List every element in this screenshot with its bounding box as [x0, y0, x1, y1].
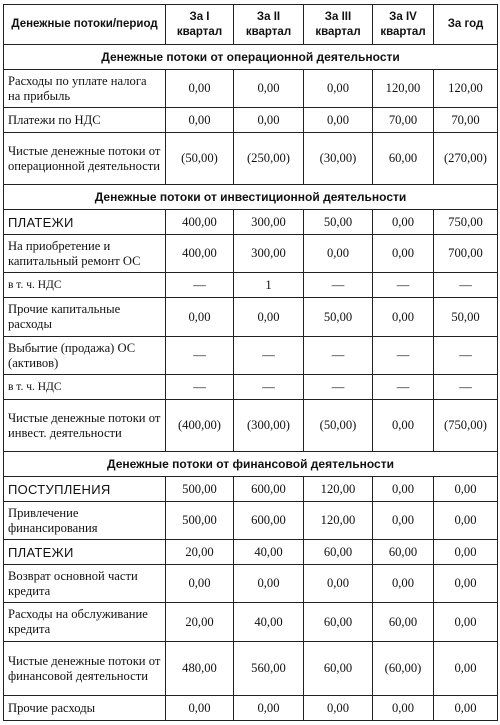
cell-q4: 0,00 — [373, 235, 434, 273]
cell-q4: 0,00 — [373, 298, 434, 337]
header-q4: За IV квартал — [373, 5, 434, 45]
cell-q1: 0,00 — [166, 70, 234, 108]
cell-q1: 0,00 — [166, 298, 234, 337]
row-label: Чистые денежные потоки от операционной деятельности — [4, 133, 166, 185]
row-label: Выбытие (продажа) ОС (активов) — [4, 337, 166, 375]
cell-q1: 400,00 — [166, 235, 234, 273]
cell-q4: 70,00 — [373, 108, 434, 133]
cell-q2: 0,00 — [234, 696, 304, 721]
cell-q3: (30,00) — [304, 133, 373, 185]
cell-q1: 20,00 — [166, 540, 234, 565]
cell-q1: — — [166, 337, 234, 375]
cell-q1: — — [166, 273, 234, 298]
cell-year: 0,00 — [434, 540, 498, 565]
row-label: На приобретение и капитальный ремонт ОС — [4, 235, 166, 273]
section-operating-title: Денежные потоки от операционной деятельности — [4, 45, 498, 70]
cell-year: 0,00 — [434, 603, 498, 642]
cell-year: (270,00) — [434, 133, 498, 185]
cell-q1: 0,00 — [166, 565, 234, 603]
cell-q2: 40,00 — [234, 540, 304, 565]
cell-q2: (250,00) — [234, 133, 304, 185]
cell-q3: 0,00 — [304, 70, 373, 108]
row-label: Чистые денежные потоки от финансовой деятельности — [4, 642, 166, 696]
cell-q1: 400,00 — [166, 210, 234, 235]
cell-q3: 0,00 — [304, 235, 373, 273]
table-row — [4, 502, 498, 540]
header-period: Денежные потоки/период — [4, 5, 166, 45]
cell-q1: (400,00) — [166, 400, 234, 452]
cell-q2: 600,00 — [234, 477, 304, 502]
cell-q1: 500,00 — [166, 502, 234, 540]
cell-q2: 0,00 — [234, 70, 304, 108]
cell-q3: 50,00 — [304, 298, 373, 337]
cell-q4: 0,00 — [373, 696, 434, 721]
cell-q1: 0,00 — [166, 108, 234, 133]
cell-q4: (60,00) — [373, 642, 434, 696]
cell-q2: 0,00 — [234, 298, 304, 337]
cell-q1: 500,00 — [166, 477, 234, 502]
row-label: в т. ч. НДС — [4, 375, 166, 400]
section-financing-title: Денежные потоки от финансовой деятельности — [4, 452, 498, 477]
cell-q4: — — [373, 375, 434, 400]
table-row — [4, 477, 498, 502]
header-q2: За II квартал — [234, 5, 304, 45]
cell-q3: 50,00 — [304, 210, 373, 235]
cell-q3: 120,00 — [304, 502, 373, 540]
table-row — [4, 540, 498, 565]
cell-q2: 300,00 — [234, 210, 304, 235]
cell-year: 750,00 — [434, 210, 498, 235]
table-row — [4, 400, 498, 452]
row-label: Чистые денежные потоки от инвест. деятельности — [4, 400, 166, 452]
cell-q4: 0,00 — [373, 477, 434, 502]
cell-q2: 600,00 — [234, 502, 304, 540]
cell-year: 0,00 — [434, 502, 498, 540]
table-row — [4, 375, 498, 400]
header-q1: За I квартал — [166, 5, 234, 45]
cell-q4: 0,00 — [373, 400, 434, 452]
cell-year: 0,00 — [434, 696, 498, 721]
cell-q2: — — [234, 337, 304, 375]
row-label: ПЛАТЕЖИ — [4, 540, 166, 565]
cell-year: — — [434, 375, 498, 400]
table-row — [4, 273, 498, 298]
table-row — [4, 337, 498, 375]
row-label: ПОСТУПЛЕНИЯ — [4, 477, 166, 502]
cell-q4: 0,00 — [373, 210, 434, 235]
cell-q4: 60,00 — [373, 540, 434, 565]
row-label: Прочие расходы — [4, 696, 166, 721]
cell-q4: 0,00 — [373, 502, 434, 540]
cell-q3: — — [304, 273, 373, 298]
row-label: Возврат основной части кредита — [4, 565, 166, 603]
cell-q4: 120,00 — [373, 70, 434, 108]
cell-q3: 0,00 — [304, 565, 373, 603]
cell-q2: 0,00 — [234, 108, 304, 133]
cell-q4: 60,00 — [373, 603, 434, 642]
cell-q3: 0,00 — [304, 108, 373, 133]
cell-q4: — — [373, 273, 434, 298]
table-header-row — [4, 5, 498, 45]
section-row — [4, 45, 498, 70]
cell-q3: 0,00 — [304, 696, 373, 721]
section-row — [4, 185, 498, 210]
cell-year: 70,00 — [434, 108, 498, 133]
header-q3: За III квартал — [304, 5, 373, 45]
cell-year: 50,00 — [434, 298, 498, 337]
table-row — [4, 70, 498, 108]
cell-q3: 60,00 — [304, 642, 373, 696]
cell-year: — — [434, 337, 498, 375]
table-row — [4, 210, 498, 235]
cell-q2: 300,00 — [234, 235, 304, 273]
section-row — [4, 452, 498, 477]
cell-q2: — — [234, 375, 304, 400]
cell-year: 0,00 — [434, 477, 498, 502]
table-row — [4, 642, 498, 696]
cell-q4: 0,00 — [373, 565, 434, 603]
cell-q2: 560,00 — [234, 642, 304, 696]
table-row — [4, 108, 498, 133]
table-row — [4, 235, 498, 273]
row-label: в т. ч. НДС — [4, 273, 166, 298]
cell-q2: 40,00 — [234, 603, 304, 642]
cell-q3: — — [304, 337, 373, 375]
cell-q1: — — [166, 375, 234, 400]
cell-year: 0,00 — [434, 565, 498, 603]
row-label: Расходы на обслуживание кредита — [4, 603, 166, 642]
cash-flow-table — [3, 4, 498, 721]
cell-q1: (50,00) — [166, 133, 234, 185]
header-year: За год — [434, 5, 498, 45]
cell-year: 700,00 — [434, 235, 498, 273]
cell-q3: 60,00 — [304, 540, 373, 565]
table-row — [4, 298, 498, 337]
cell-q1: 480,00 — [166, 642, 234, 696]
cell-q1: 0,00 — [166, 696, 234, 721]
row-label: Прочие капитальные расходы — [4, 298, 166, 337]
cell-year: 0,00 — [434, 642, 498, 696]
table-row — [4, 603, 498, 642]
cell-q1: 20,00 — [166, 603, 234, 642]
cell-year: — — [434, 273, 498, 298]
cell-q3: 120,00 — [304, 477, 373, 502]
cell-q4: — — [373, 337, 434, 375]
row-label: Платежи по НДС — [4, 108, 166, 133]
cell-year: 120,00 — [434, 70, 498, 108]
cell-q2: 1 — [234, 273, 304, 298]
row-label: Расходы по уплате налога на прибыль — [4, 70, 166, 108]
table-row — [4, 133, 498, 185]
cell-q2: 0,00 — [234, 565, 304, 603]
table-row — [4, 696, 498, 721]
cell-q3: (50,00) — [304, 400, 373, 452]
section-investing-title: Денежные потоки от инвестиционной деятельности — [4, 185, 498, 210]
row-label: ПЛАТЕЖИ — [4, 210, 166, 235]
cell-q3: — — [304, 375, 373, 400]
table-row — [4, 565, 498, 603]
row-label: Привлечение финансирования — [4, 502, 166, 540]
cell-year: (750,00) — [434, 400, 498, 452]
cell-q3: 60,00 — [304, 603, 373, 642]
cell-q4: 60,00 — [373, 133, 434, 185]
cell-q2: (300,00) — [234, 400, 304, 452]
